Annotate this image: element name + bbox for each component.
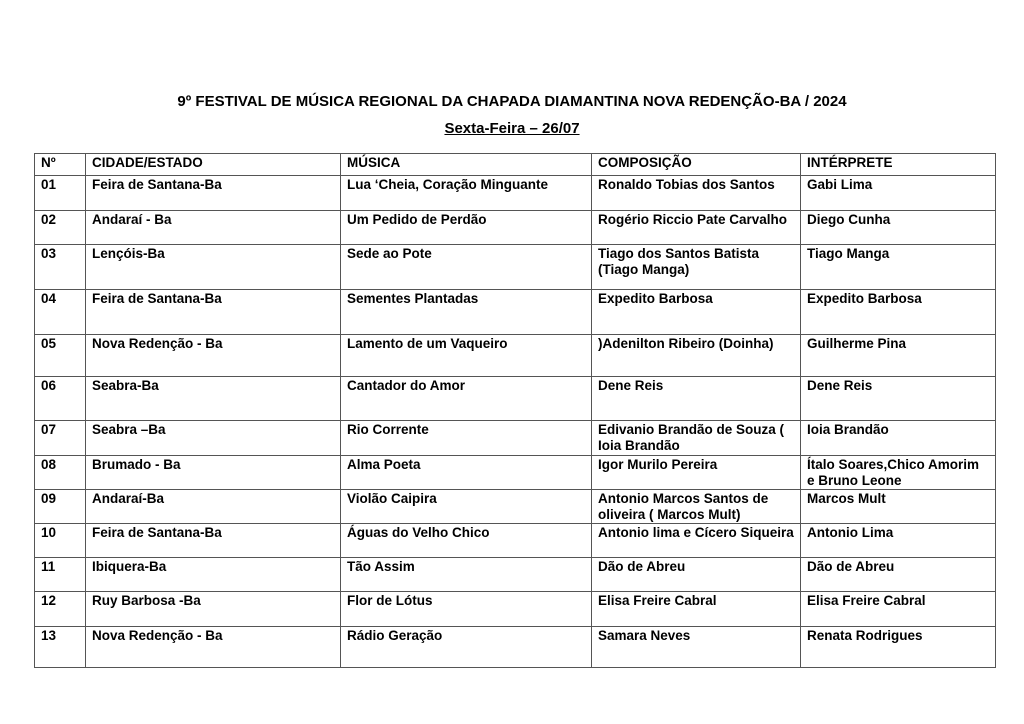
cell-song: Rio Corrente [341,421,592,456]
header-composer: COMPOSIÇÃO [592,154,801,176]
cell-num: 03 [35,245,86,290]
cell-performer: Renata Rodrigues [801,627,996,668]
cell-composer: Dene Reis [592,377,801,421]
cell-num: 01 [35,176,86,211]
cell-city: Feira de Santana-Ba [86,176,341,211]
cell-city: Ibiquera-Ba [86,558,341,592]
cell-composer: Dão de Abreu [592,558,801,592]
cell-city: Nova Redenção - Ba [86,335,341,377]
table-row [35,335,996,377]
cell-performer: Guilherme Pina [801,335,996,377]
cell-num: 07 [35,421,86,456]
cell-composer: Antonio lima e Cícero Siqueira [592,524,801,558]
cell-performer: Gabi Lima [801,176,996,211]
table-row [35,421,996,456]
cell-city: Brumado - Ba [86,456,341,490]
table-row [35,592,996,627]
document-title: 9º FESTIVAL DE MÚSICA REGIONAL DA CHAPADA DIAMANTINA NOVA REDENÇÃO-BA / 2024 [177,93,847,110]
cell-composer: Edivanio Brandão de Souza ( Ioia Brandão [592,421,801,456]
cell-performer: Dão de Abreu [801,558,996,592]
cell-num: 09 [35,490,86,524]
table-row [35,377,996,421]
cell-performer: Antonio Lima [801,524,996,558]
table-row [35,211,996,245]
table-row [35,627,996,668]
cell-num: 10 [35,524,86,558]
cell-performer: Diego Cunha [801,211,996,245]
festival-schedule-table [34,153,996,668]
cell-city: Lençóis-Ba [86,245,341,290]
cell-performer: Ítalo Soares,Chico Amorim e Bruno Leone [801,456,996,490]
table-row [35,490,996,524]
cell-performer: Marcos Mult [801,490,996,524]
cell-city: Nova Redenção - Ba [86,627,341,668]
cell-song: Lua ‘Cheia, Coração Minguante [341,176,592,211]
cell-song: Cantador do Amor [341,377,592,421]
cell-num: 04 [35,290,86,335]
header-city: CIDADE/ESTADO [86,154,341,176]
cell-num: 02 [35,211,86,245]
cell-performer: Ioia Brandão [801,421,996,456]
table-row [35,176,996,211]
cell-song: Flor de Lótus [341,592,592,627]
cell-song: Violão Caipira [341,490,592,524]
cell-composer: )Adenilton Ribeiro (Doinha) [592,335,801,377]
header-num: Nº [35,154,86,176]
cell-composer: Elisa Freire Cabral [592,592,801,627]
cell-city: Andaraí - Ba [86,211,341,245]
cell-performer: Elisa Freire Cabral [801,592,996,627]
cell-composer: Expedito Barbosa [592,290,801,335]
table-row [35,290,996,335]
cell-num: 06 [35,377,86,421]
cell-city: Feira de Santana-Ba [86,290,341,335]
cell-performer: Dene Reis [801,377,996,421]
cell-song: Rádio Geração [341,627,592,668]
cell-song: Tão Assim [341,558,592,592]
cell-song: Águas do Velho Chico [341,524,592,558]
table-row [35,558,996,592]
cell-city: Seabra –Ba [86,421,341,456]
cell-song: Alma Poeta [341,456,592,490]
table-row [35,245,996,290]
cell-song: Sementes Plantadas [341,290,592,335]
header-performer: INTÉRPRETE [801,154,996,176]
cell-num: 08 [35,456,86,490]
cell-performer: Tiago Manga [801,245,996,290]
cell-num: 05 [35,335,86,377]
cell-num: 12 [35,592,86,627]
document-subtitle: Sexta-Feira – 26/07 [444,120,580,137]
cell-num: 11 [35,558,86,592]
cell-song: Um Pedido de Perdão [341,211,592,245]
cell-city: Andaraí-Ba [86,490,341,524]
table-row [35,524,996,558]
cell-city: Feira de Santana-Ba [86,524,341,558]
cell-composer: Samara Neves [592,627,801,668]
cell-song: Lamento de um Vaqueiro [341,335,592,377]
cell-city: Seabra-Ba [86,377,341,421]
cell-composer: Ronaldo Tobias dos Santos [592,176,801,211]
cell-composer: Antonio Marcos Santos de oliveira ( Marcos Mult) [592,490,801,524]
cell-song: Sede ao Pote [341,245,592,290]
table-header-row [35,154,996,176]
cell-performer: Expedito Barbosa [801,290,996,335]
cell-city: Ruy Barbosa -Ba [86,592,341,627]
cell-num: 13 [35,627,86,668]
cell-composer: Igor Murilo Pereira [592,456,801,490]
header-song: MÚSICA [341,154,592,176]
cell-composer: Tiago dos Santos Batista (Tiago Manga) [592,245,801,290]
table-row [35,456,996,490]
cell-composer: Rogério Riccio Pate Carvalho [592,211,801,245]
